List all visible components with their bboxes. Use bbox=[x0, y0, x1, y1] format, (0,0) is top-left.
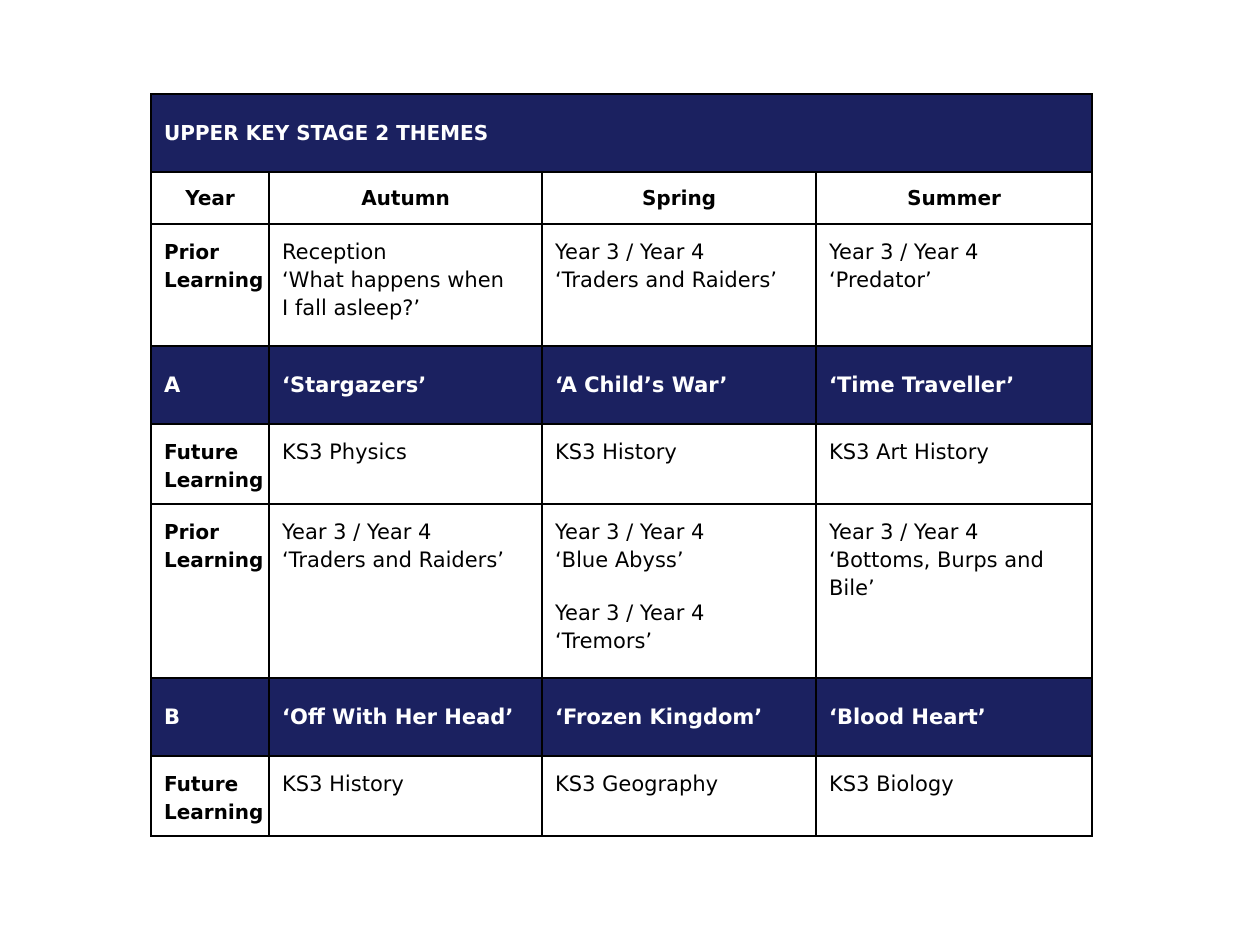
theme-b-autumn: ‘Off With Her Head’ bbox=[269, 678, 542, 756]
cell-line: Year 3 / Year 4 bbox=[282, 520, 432, 544]
row-label-prior-learning bbox=[151, 504, 269, 678]
cell-line: ‘Bottoms, Burps and bbox=[829, 548, 1044, 572]
theme-a-spring: ‘A Child’s War’ bbox=[542, 346, 816, 424]
cell-line: Year 3 / Year 4 bbox=[555, 520, 705, 544]
header-year: Year bbox=[151, 172, 269, 224]
theme-b-spring: ‘Frozen Kingdom’ bbox=[542, 678, 816, 756]
cell-line: KS3 History bbox=[555, 440, 677, 464]
row-label-prior-learning bbox=[151, 224, 269, 346]
label-line: Future bbox=[164, 772, 239, 796]
future-1-spring-cell bbox=[542, 424, 816, 504]
row-label-future-learning bbox=[151, 756, 269, 836]
theme-row-b bbox=[151, 678, 1092, 756]
cell-line: ‘Blue Abyss’ bbox=[555, 548, 684, 572]
cell-line: ‘What happens when bbox=[282, 268, 504, 292]
label-line: Learning bbox=[164, 548, 264, 572]
prior-2-summer-cell bbox=[816, 504, 1092, 678]
cell-line: Year 3 / Year 4 bbox=[829, 520, 979, 544]
prior-learning-row-2 bbox=[151, 504, 1092, 678]
cell-line: Year 3 / Year 4 bbox=[555, 240, 705, 264]
future-learning-row-1 bbox=[151, 424, 1092, 504]
cell-line: ‘Traders and Raiders’ bbox=[282, 548, 504, 572]
cell-line: KS3 Art History bbox=[829, 440, 989, 464]
future-1-summer-cell bbox=[816, 424, 1092, 504]
cell-line: Bile’ bbox=[829, 576, 875, 600]
theme-label-b: B bbox=[151, 678, 269, 756]
cell-line: KS3 Geography bbox=[555, 772, 719, 796]
theme-label-a: A bbox=[151, 346, 269, 424]
prior-2-autumn-cell bbox=[269, 504, 542, 678]
header-spring: Spring bbox=[542, 172, 816, 224]
cell-line: KS3 Physics bbox=[282, 440, 407, 464]
table-title: UPPER KEY STAGE 2 THEMES bbox=[151, 94, 1092, 172]
theme-a-autumn: ‘Stargazers’ bbox=[269, 346, 542, 424]
label-line: Learning bbox=[164, 268, 264, 292]
prior-learning-row-1 bbox=[151, 224, 1092, 346]
prior-1-autumn-cell bbox=[269, 224, 542, 346]
cell-line: ‘Predator’ bbox=[829, 268, 932, 292]
title-row bbox=[151, 94, 1092, 172]
cell-line: ‘Tremors’ bbox=[555, 629, 653, 653]
cell-line: KS3 History bbox=[282, 772, 404, 796]
prior-2-spring-cell bbox=[542, 504, 816, 678]
label-line: Prior bbox=[164, 520, 219, 544]
future-2-autumn-cell bbox=[269, 756, 542, 836]
themes-table bbox=[150, 93, 1093, 837]
header-autumn: Autumn bbox=[269, 172, 542, 224]
row-label-future-learning bbox=[151, 424, 269, 504]
label-line: Learning bbox=[164, 800, 264, 824]
column-header-row bbox=[151, 172, 1092, 224]
future-2-spring-cell bbox=[542, 756, 816, 836]
label-line: Future bbox=[164, 440, 239, 464]
future-2-summer-cell bbox=[816, 756, 1092, 836]
paragraph-gap bbox=[555, 574, 815, 599]
theme-a-summer: ‘Time Traveller’ bbox=[816, 346, 1092, 424]
label-line: Learning bbox=[164, 468, 264, 492]
prior-1-spring-cell bbox=[542, 224, 816, 346]
cell-line: Year 3 / Year 4 bbox=[555, 601, 705, 625]
header-summer: Summer bbox=[816, 172, 1092, 224]
theme-row-a bbox=[151, 346, 1092, 424]
cell-line: ‘Traders and Raiders’ bbox=[555, 268, 777, 292]
future-1-autumn-cell bbox=[269, 424, 542, 504]
label-line: Prior bbox=[164, 240, 219, 264]
cell-line: Reception bbox=[282, 240, 387, 264]
theme-b-summer: ‘Blood Heart’ bbox=[816, 678, 1092, 756]
cell-line: I fall asleep?’ bbox=[282, 296, 421, 320]
cell-line: KS3 Biology bbox=[829, 772, 954, 796]
cell-line: Year 3 / Year 4 bbox=[829, 240, 979, 264]
future-learning-row-2 bbox=[151, 756, 1092, 836]
prior-1-summer-cell bbox=[816, 224, 1092, 346]
